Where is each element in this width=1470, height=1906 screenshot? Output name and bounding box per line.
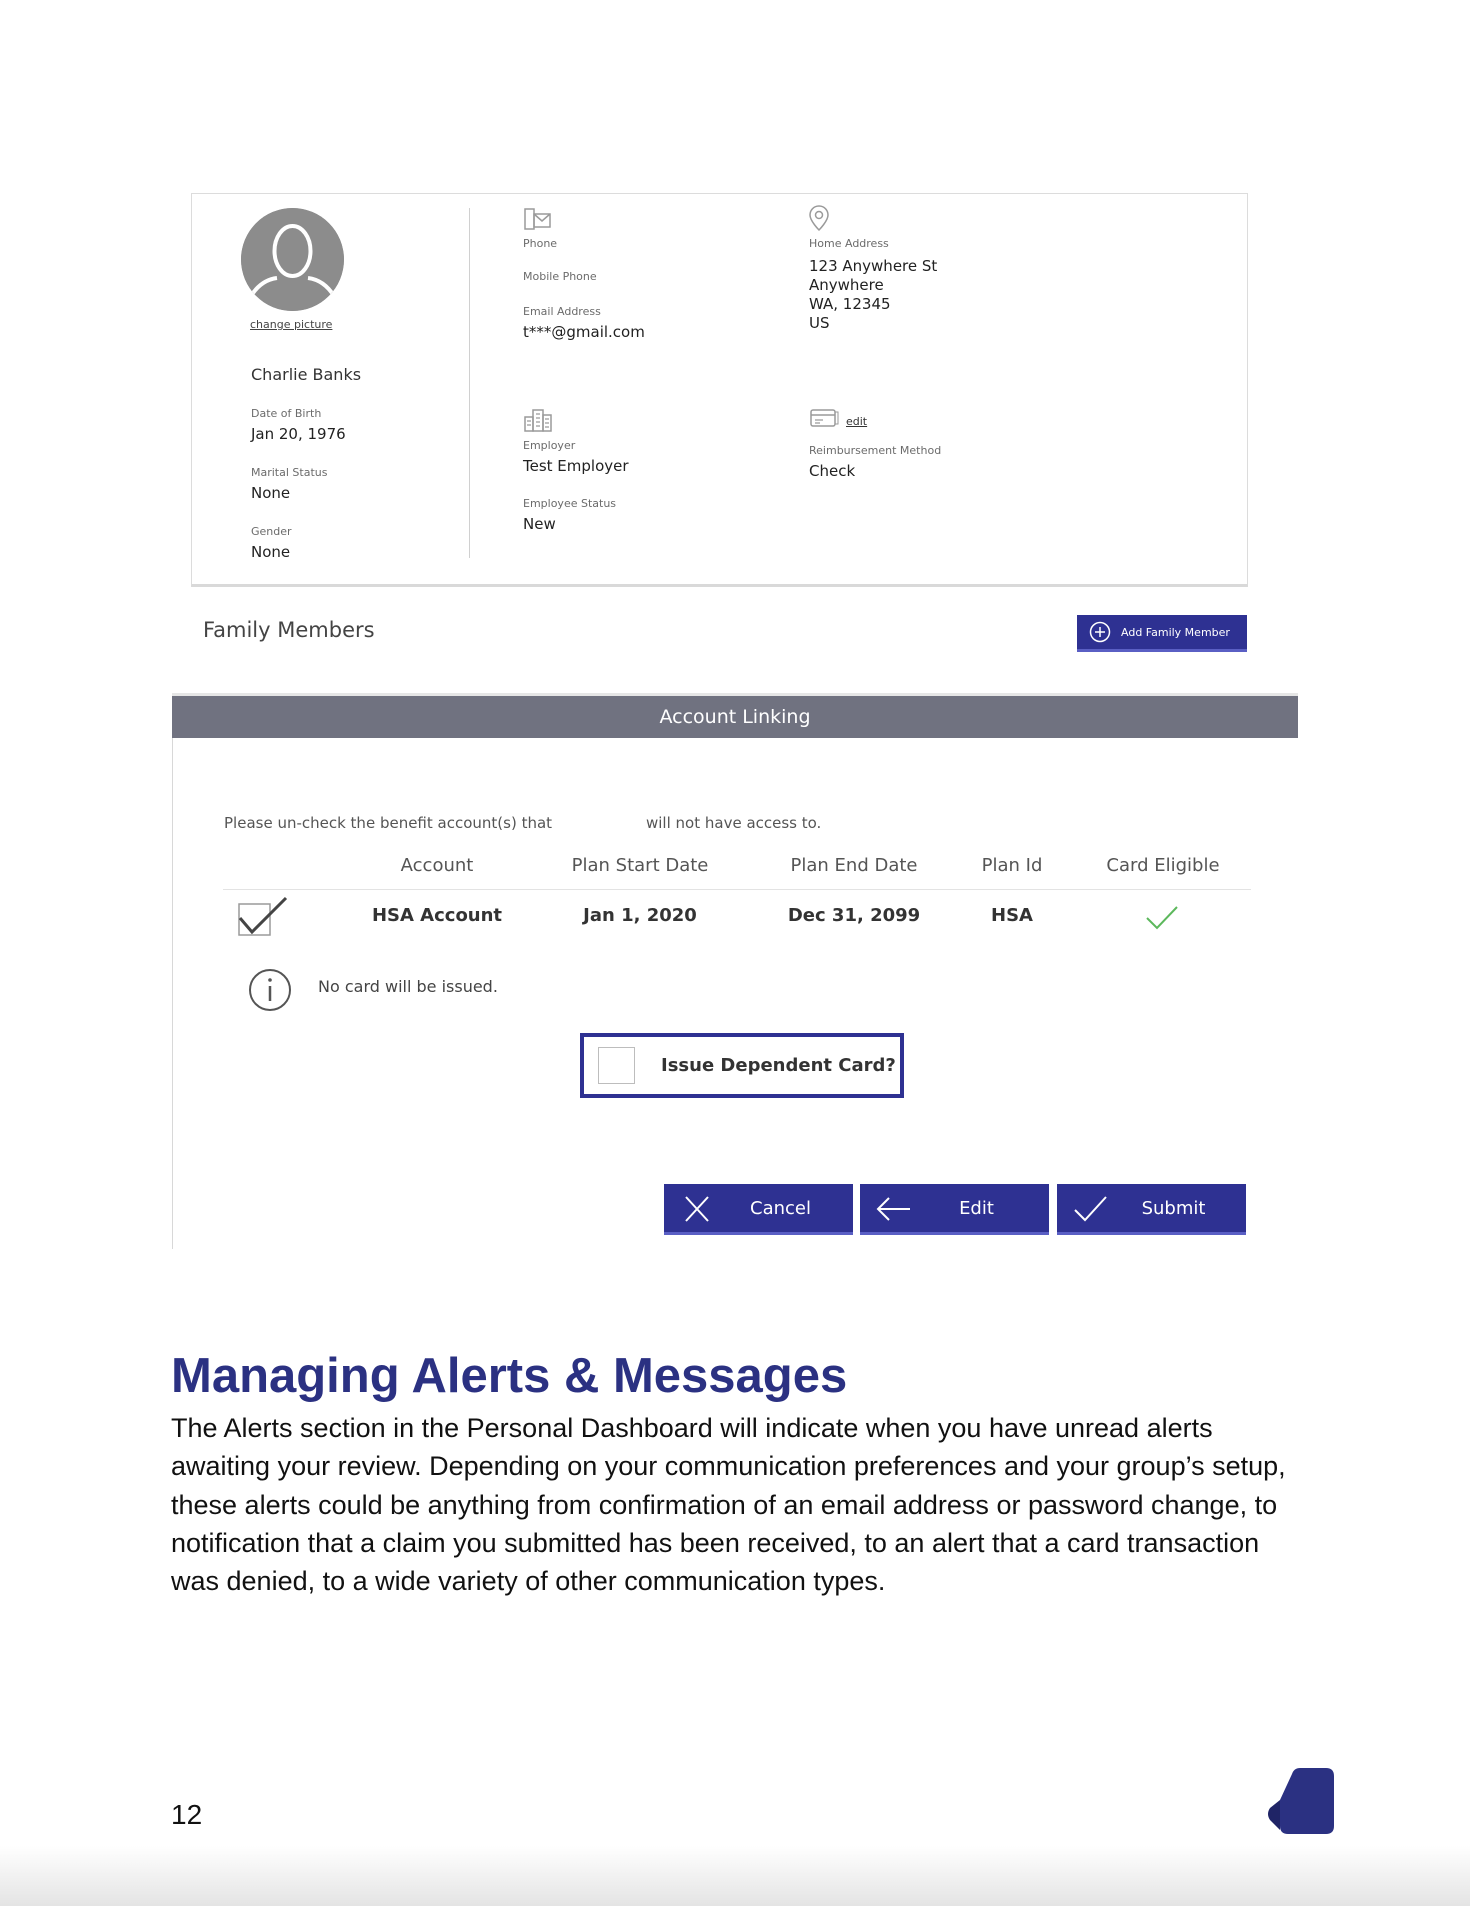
column-header-account: Account <box>400 855 474 876</box>
home-address-label: Home Address <box>809 237 889 250</box>
phone-icon <box>523 206 553 232</box>
card-eligible-check-icon <box>1145 905 1179 931</box>
instruction-text-start: Please un-check the benefit account(s) that <box>224 814 553 832</box>
page-bottom-shadow <box>0 1846 1470 1906</box>
hsa-account-checkbox[interactable] <box>236 896 290 940</box>
dob-label: Date of Birth <box>251 407 322 420</box>
check-payment-icon <box>809 406 839 432</box>
body-paragraph: The Alerts section in the Personal Dashboard will indicate when you have unread alerts awaiting your review. Depending on your communication preferences and your group’s setup, these alerts could be anything from confirmation of an email address or password change, to notification that a claim you submitted has been received, to an alert that a card transaction was denied, to a wide variety of other communication types. <box>171 1413 1286 1597</box>
employer-label: Employer <box>523 439 576 452</box>
gender-label: Gender <box>251 525 292 538</box>
cell-plan-id: HSA <box>991 905 1033 926</box>
marital-status-value: None <box>251 484 291 502</box>
person-name: Charlie Banks <box>251 365 362 384</box>
brand-logo-icon <box>1264 1764 1336 1836</box>
dob-value: Jan 20, 1976 <box>251 425 346 443</box>
building-icon <box>523 407 553 433</box>
edit-button[interactable] <box>860 1184 1049 1235</box>
add-family-member-label: Add Family Member <box>1121 625 1230 639</box>
reimbursement-method-label: Reimbursement Method <box>809 444 942 457</box>
cell-plan-end-date: Dec 31, 2099 <box>787 905 921 926</box>
family-members-title: Family Members <box>203 618 375 642</box>
location-pin-icon <box>808 204 830 232</box>
section-heading: Managing Alerts & Messages <box>171 1349 848 1403</box>
table-header-divider <box>223 889 1251 890</box>
account-linking-header <box>172 693 1298 738</box>
no-card-note: No card will be issued. <box>318 977 498 996</box>
marital-status-label: Marital Status <box>251 466 328 479</box>
mobile-phone-label: Mobile Phone <box>523 270 597 283</box>
address-line-3: WA, 12345 <box>809 295 891 313</box>
email-value: t***@gmail.com <box>523 323 645 341</box>
address-line-4: US <box>809 314 830 332</box>
cancel-button[interactable] <box>664 1184 853 1235</box>
user-avatar-icon[interactable] <box>241 208 344 311</box>
issue-dependent-card-checkbox[interactable] <box>598 1047 635 1084</box>
email-label: Email Address <box>523 305 601 318</box>
column-header-plan-id: Plan Id <box>981 855 1043 876</box>
submit-button-label: Submit <box>1141 1197 1206 1219</box>
employee-status-label: Employee Status <box>523 497 617 510</box>
cancel-button-label: Cancel <box>750 1197 811 1219</box>
add-family-member-button[interactable] <box>1077 615 1247 652</box>
column-header-plan-start-date: Plan Start Date <box>571 855 709 876</box>
change-picture-link[interactable]: change picture <box>250 318 333 331</box>
reimbursement-method-value: Check <box>809 462 856 480</box>
cell-plan-start-date: Jan 1, 2020 <box>583 905 697 926</box>
account-linking-title: Account Linking <box>659 706 811 728</box>
column-header-plan-end-date: Plan End Date <box>790 855 918 876</box>
profile-divider <box>469 208 470 558</box>
issue-dependent-card-label: Issue Dependent Card? <box>661 1055 896 1076</box>
employee-status-value: New <box>523 515 556 533</box>
cell-account: HSA Account <box>371 905 503 926</box>
page-number: 12 <box>171 1799 203 1830</box>
address-line-1: 123 Anywhere St <box>809 257 938 275</box>
address-line-2: Anywhere <box>809 276 884 294</box>
plus-circle-icon <box>1089 621 1111 643</box>
submit-button[interactable] <box>1057 1184 1246 1235</box>
info-icon <box>248 968 292 1012</box>
edit-reimbursement-link[interactable]: edit <box>846 415 868 428</box>
column-header-card-eligible: Card Eligible <box>1106 855 1220 876</box>
issue-dependent-card-toggle[interactable] <box>580 1033 904 1098</box>
employer-value: Test Employer <box>523 457 629 475</box>
phone-label: Phone <box>523 237 558 250</box>
instruction-text-end: will not have access to. <box>646 814 822 832</box>
gender-value: None <box>251 543 291 561</box>
panel-left-border <box>172 738 173 1249</box>
edit-button-label: Edit <box>959 1197 994 1219</box>
profile-card <box>191 193 1248 587</box>
